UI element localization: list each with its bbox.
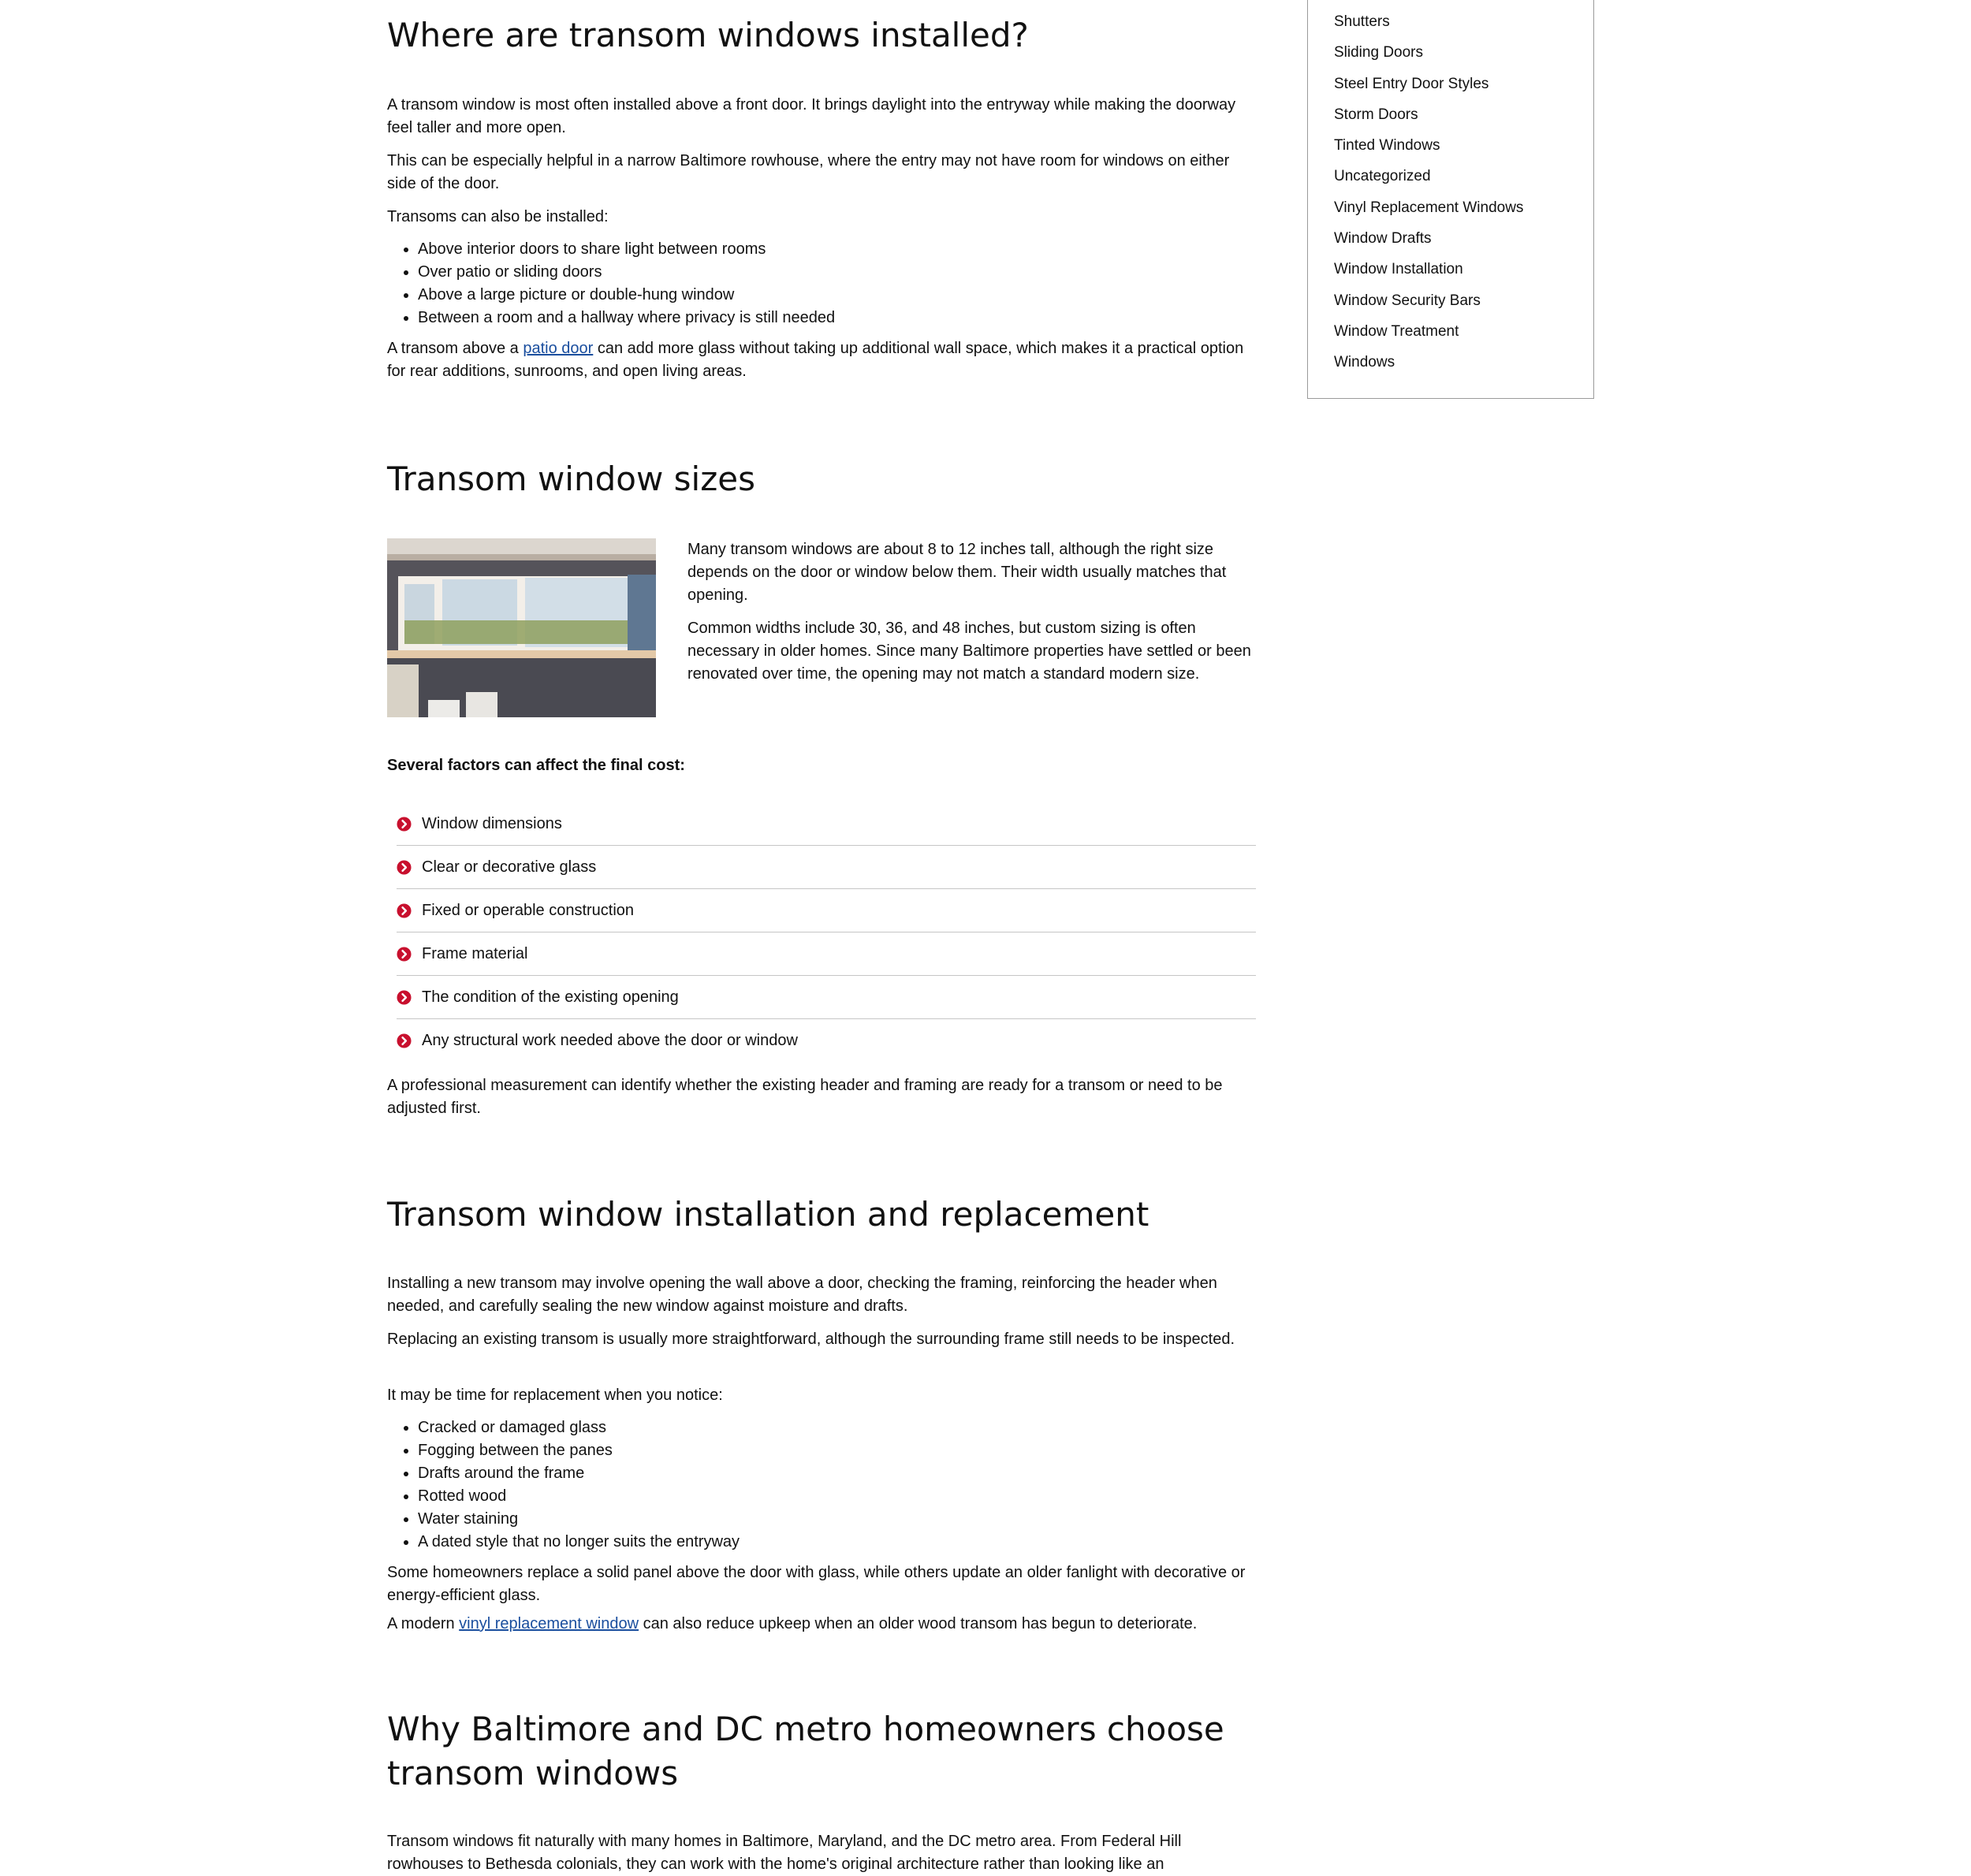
text: A modern — [387, 1615, 460, 1632]
paragraph: Some homeowners replace a solid panel above the door with glass, while others update an older fanlight with decorative or energy-efficient glass. — [387, 1564, 1246, 1604]
section-heading-installed: Where are transom windows installed? — [387, 16, 1029, 54]
list-item: • Above a large picture or double-hung window — [418, 284, 835, 307]
list-item — [397, 802, 1256, 846]
sidebar-item-window-drafts[interactable]: Window Drafts — [1334, 230, 1432, 248]
paragraph: Transom windows fit naturally with many homes in Baltimore, Maryland, and the DC metro area. From Federal Hill rowhouses to Bethesda colonials, they can work with the home's original architecture rather than looking like an — [387, 1833, 1182, 1873]
sidebar-item-tinted-windows[interactable]: Tinted Windows — [1334, 137, 1440, 154]
section-heading-sizes: Transom window sizes — [387, 460, 755, 498]
replacement-signs-list — [387, 1416, 740, 1554]
list-item: • Over patio or sliding doors — [418, 261, 835, 284]
list-item: • Rotted wood — [418, 1485, 740, 1508]
list-item: • Cracked or damaged glass — [418, 1416, 740, 1439]
paragraph: This can be especially helpful in a narrow Baltimore rowhouse, where the entry may not have room for windows on either side of the door. — [387, 152, 1230, 192]
categories-sidebar — [1307, 0, 1594, 399]
sidebar-item-uncategorized[interactable]: Uncategorized — [1334, 168, 1431, 185]
install-locations-list — [387, 238, 835, 329]
sidebar-item-windows[interactable]: Windows — [1334, 354, 1395, 371]
chevron-circle-right-icon — [397, 947, 412, 962]
chevron-circle-right-icon — [397, 1033, 412, 1048]
paragraph: Transoms can also be installed: — [387, 208, 609, 225]
sidebar-item-window-installation[interactable]: Window Installation — [1334, 261, 1463, 278]
factors-title: Several factors can affect the final cost: — [387, 757, 685, 774]
text: can also reduce upkeep when an older wood transom has begun to deteriorate. — [639, 1615, 1198, 1632]
cost-factors-list — [397, 802, 1256, 1062]
transom-window-photo — [387, 538, 656, 717]
chevron-circle-right-icon — [397, 817, 412, 832]
factor-label: Fixed or operable construction — [422, 901, 635, 919]
sidebar-item-window-security-bars[interactable]: Window Security Bars — [1334, 292, 1481, 309]
sidebar-item-steel-entry-door-styles[interactable]: Steel Entry Door Styles — [1334, 75, 1489, 92]
paragraph: A professional measurement can identify whether the existing header and framing are ready for a transom or need to be adjusted first. — [387, 1077, 1223, 1117]
chevron-circle-right-icon — [397, 903, 412, 918]
list-item: • Water staining — [418, 1508, 740, 1531]
factor-label: Window dimensions — [422, 814, 562, 832]
vinyl-replacement-window-link[interactable]: vinyl replacement window — [459, 1615, 639, 1632]
factor-label: The condition of the existing opening — [422, 988, 679, 1006]
paragraph: Replacing an existing transom is usually more straightforward, although the surrounding frame still needs to be inspected. — [387, 1331, 1235, 1348]
list-item: • A dated style that no longer suits the entryway — [418, 1531, 740, 1554]
list-item — [397, 976, 1256, 1019]
factor-label: Frame material — [422, 944, 528, 962]
paragraph — [387, 1613, 1246, 1636]
sidebar-item-shutters[interactable]: Shutters — [1334, 13, 1390, 30]
chevron-circle-right-icon — [397, 990, 412, 1005]
list-item: • Drafts around the frame — [418, 1462, 740, 1485]
list-item — [397, 889, 1256, 932]
list-item: • Between a room and a hallway where privacy is still needed — [418, 307, 835, 329]
paragraph — [387, 337, 1246, 383]
text: can add more glass without taking up additional wall space, which makes it a practical option for rear additions, sunrooms, and open living areas. — [387, 340, 1244, 380]
paragraph: Many transom windows are about 8 to 12 inches tall, although the right size depends on the door or window below them. Their width usually matches that opening. — [687, 541, 1227, 604]
text: A transom above a — [387, 340, 523, 357]
paragraph: Common widths include 30, 36, and 48 inches, but custom sizing is often necessary in older homes. Since many Baltimore properties have settled or been renovated over time, the opening may not match a standard modern size. — [687, 620, 1251, 683]
paragraph: A transom window is most often installed above a front door. It brings daylight into the entryway while making the doorway feel taller and more open. — [387, 96, 1236, 136]
category-list — [1308, 0, 1593, 378]
list-item: • Fogging between the panes — [418, 1439, 740, 1462]
sidebar-item-sliding-doors[interactable]: Sliding Doors — [1334, 44, 1423, 61]
list-item — [397, 1019, 1256, 1062]
list-item — [397, 846, 1256, 889]
paragraph: Installing a new transom may involve opening the wall above a door, checking the framing, reinforcing the header when needed, and carefully sealing the new window against moisture and drafts. — [387, 1275, 1217, 1315]
chevron-circle-right-icon — [397, 860, 412, 875]
sidebar-item-window-treatment[interactable]: Window Treatment — [1334, 322, 1459, 340]
sidebar-item-vinyl-replacement-windows[interactable]: Vinyl Replacement Windows — [1334, 199, 1524, 216]
section-heading-why-choose: Why Baltimore and DC metro homeowners choose transom windows — [387, 1710, 1224, 1792]
factor-label: Any structural work needed above the door or window — [422, 1031, 798, 1049]
patio-door-link[interactable]: patio door — [523, 340, 594, 357]
factor-label: Clear or decorative glass — [422, 858, 597, 876]
list-item — [397, 932, 1256, 976]
list-item: • Above interior doors to share light between rooms — [418, 238, 835, 261]
section-heading-installation: Transom window installation and replacement — [387, 1195, 1149, 1234]
sidebar-item-storm-doors[interactable]: Storm Doors — [1334, 106, 1418, 123]
paragraph: It may be time for replacement when you notice: — [387, 1387, 723, 1404]
